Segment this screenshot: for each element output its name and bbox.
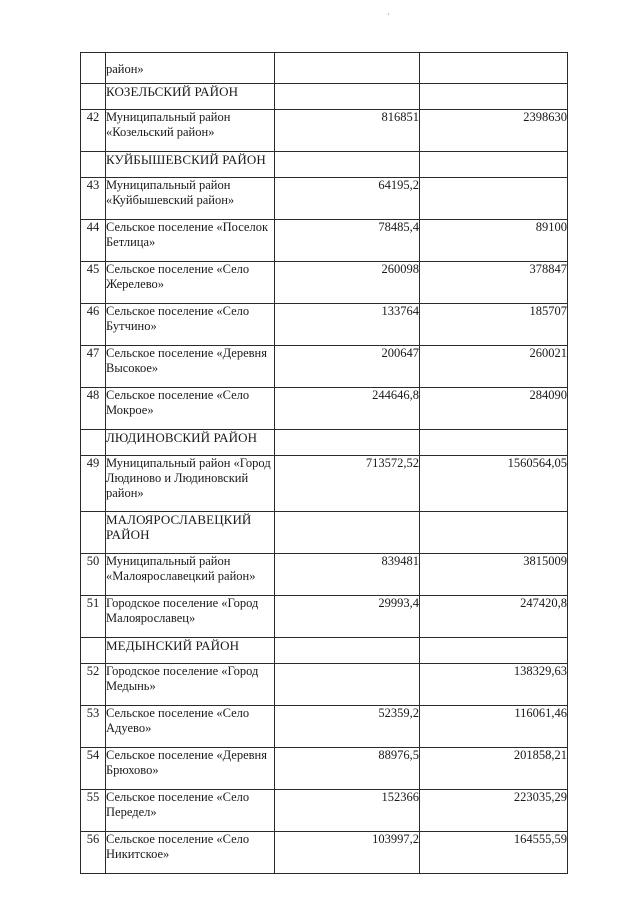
- value-2-cell: [420, 456, 568, 512]
- value-2-cell: [420, 832, 568, 874]
- name-cell: [106, 53, 275, 84]
- row-number-cell: [81, 790, 106, 832]
- budget-table: [80, 52, 568, 874]
- value-2: 3815009: [523, 554, 567, 568]
- value-1-cell: [275, 832, 420, 874]
- row-number: 47: [86, 346, 100, 360]
- value-1: 133764: [381, 304, 419, 318]
- row-name: Муниципальный район «Куйбышевский район»: [106, 178, 235, 207]
- section-cell: [106, 152, 275, 178]
- row-name: Сельское поселение «Село Никитское»: [106, 832, 250, 861]
- value-2-cell: [420, 304, 568, 346]
- value-2-cell: [420, 178, 568, 220]
- name-cell: [106, 554, 275, 596]
- table-row: [81, 262, 568, 304]
- empty-value-cell: [275, 430, 420, 456]
- section-title: КОЗЕЛЬСКИЙ РАЙОН: [106, 84, 239, 99]
- row-number: 56: [86, 832, 100, 846]
- row-number: 42: [86, 110, 100, 124]
- empty-number-cell: [81, 638, 106, 664]
- table-row: [81, 664, 568, 706]
- row-name: Сельское поселение «Село Передел»: [106, 790, 250, 819]
- name-cell: [106, 178, 275, 220]
- value-1-cell: [275, 790, 420, 832]
- row-name: Городское поселение «Город Медынь»: [106, 664, 259, 693]
- value-1-cell: [275, 346, 420, 388]
- value-2: 185707: [529, 304, 567, 318]
- value-1: 88976,5: [378, 748, 419, 762]
- table-row: [81, 304, 568, 346]
- section-cell: [106, 638, 275, 664]
- value-1-cell: [275, 262, 420, 304]
- value-2: 2398630: [523, 110, 567, 124]
- value-2-cell: [420, 220, 568, 262]
- name-cell: [106, 220, 275, 262]
- value-1: 64195,2: [378, 178, 419, 192]
- name-cell: [106, 304, 275, 346]
- value-2: 284090: [529, 388, 567, 402]
- table-row: [81, 220, 568, 262]
- row-number-cell: [81, 178, 106, 220]
- value-2: 260021: [529, 346, 567, 360]
- value-2-cell: [420, 596, 568, 638]
- row-number-cell: [81, 554, 106, 596]
- value-2: 138329,63: [513, 664, 567, 678]
- section-row: [81, 512, 568, 554]
- value-2-cell: [420, 388, 568, 430]
- table-row: [81, 596, 568, 638]
- value-2: 1560564,05: [507, 456, 567, 470]
- row-name: Городское поселение «Город Малоярославец»: [106, 596, 259, 625]
- table-row: [81, 790, 568, 832]
- value-2: 378847: [529, 262, 567, 276]
- empty-number-cell: [81, 152, 106, 178]
- value-2-cell: [420, 53, 568, 84]
- row-number-cell: [81, 388, 106, 430]
- name-cell: [106, 748, 275, 790]
- row-name: Муниципальный район «Город Людиново и Людиновский район»: [106, 456, 271, 500]
- row-number-cell: [81, 596, 106, 638]
- name-cell: [106, 596, 275, 638]
- value-1-cell: [275, 706, 420, 748]
- empty-value-cell: [420, 512, 568, 554]
- name-cell: [106, 832, 275, 874]
- empty-value-cell: [420, 152, 568, 178]
- value-2-cell: [420, 554, 568, 596]
- table-row: [81, 456, 568, 512]
- row-name: Сельское поселение «Село Жерелево»: [106, 262, 250, 291]
- section-row: [81, 84, 568, 110]
- section-cell: [106, 512, 275, 554]
- row-number: 55: [86, 790, 100, 804]
- section-cell: [106, 430, 275, 456]
- table-row: [81, 178, 568, 220]
- row-number: 50: [86, 554, 100, 568]
- name-cell: [106, 664, 275, 706]
- empty-value-cell: [275, 152, 420, 178]
- row-number-cell: [81, 706, 106, 748]
- value-1: 52359,2: [378, 706, 419, 720]
- name-cell: [106, 706, 275, 748]
- row-number-cell: [81, 110, 106, 152]
- row-name: Сельское поселение «Деревня Высокое»: [106, 346, 267, 375]
- value-1: 78485,4: [378, 220, 419, 234]
- empty-value-cell: [275, 84, 420, 110]
- empty-value-cell: [420, 638, 568, 664]
- name-cell: [106, 110, 275, 152]
- value-2: 116061,46: [514, 706, 567, 720]
- row-number: 52: [86, 664, 100, 678]
- table-row: [81, 706, 568, 748]
- name-cell: [106, 262, 275, 304]
- row-number: 48: [86, 388, 100, 402]
- name-cell: [106, 388, 275, 430]
- value-1-cell: [275, 388, 420, 430]
- row-number-cell: [81, 456, 106, 512]
- name-cell: [106, 346, 275, 388]
- value-2: 201858,21: [513, 748, 567, 762]
- empty-number-cell: [81, 84, 106, 110]
- empty-value-cell: [420, 84, 568, 110]
- section-cell: [106, 84, 275, 110]
- value-1-cell: [275, 220, 420, 262]
- value-1-cell: [275, 110, 420, 152]
- value-1: 152366: [381, 790, 419, 804]
- name-cell: [106, 456, 275, 512]
- table-row: [81, 110, 568, 152]
- row-name: Сельское поселение «Село Бутчино»: [106, 304, 250, 333]
- row-number-cell: [81, 53, 106, 84]
- value-1: 816851: [381, 110, 419, 124]
- page-mark: ·: [387, 10, 390, 19]
- value-2: 164555,59: [513, 832, 567, 846]
- value-1: 839481: [381, 554, 419, 568]
- value-2-cell: [420, 748, 568, 790]
- row-number-cell: [81, 220, 106, 262]
- value-2: 89100: [535, 220, 567, 234]
- value-1: 713572,52: [365, 456, 419, 470]
- row-number: 49: [86, 456, 100, 470]
- value-2-cell: [420, 664, 568, 706]
- row-name: Муниципальный район «Малоярославецкий район»: [106, 554, 256, 583]
- row-number-cell: [81, 346, 106, 388]
- value-1-cell: [275, 554, 420, 596]
- row-number: 45: [86, 262, 100, 276]
- value-1-cell: [275, 456, 420, 512]
- name-cell: [106, 790, 275, 832]
- section-row: [81, 152, 568, 178]
- table-row: [81, 748, 568, 790]
- empty-value-cell: [420, 430, 568, 456]
- section-row: [81, 430, 568, 456]
- section-title: КУЙБЫШЕВСКИЙ РАЙОН: [106, 152, 266, 167]
- row-number: 51: [86, 596, 100, 610]
- row-number-cell: [81, 748, 106, 790]
- value-1: 29993,4: [378, 596, 419, 610]
- value-1: 244646,8: [372, 388, 419, 402]
- value-2-cell: [420, 262, 568, 304]
- value-1: 200647: [381, 346, 419, 360]
- value-1-cell: [275, 53, 420, 84]
- row-number-cell: [81, 262, 106, 304]
- table-row: [81, 346, 568, 388]
- value-2-cell: [420, 346, 568, 388]
- section-row: [81, 638, 568, 664]
- value-1: 260098: [381, 262, 419, 276]
- row-number: 53: [86, 706, 100, 720]
- value-1-cell: [275, 178, 420, 220]
- table-row: [81, 388, 568, 430]
- table-row: [81, 832, 568, 874]
- row-name: Муниципальный район «Козельский район»: [106, 110, 231, 139]
- table-row: [81, 554, 568, 596]
- empty-number-cell: [81, 430, 106, 456]
- value-2-cell: [420, 706, 568, 748]
- value-2-cell: [420, 110, 568, 152]
- empty-value-cell: [275, 638, 420, 664]
- value-2: 223035,29: [513, 790, 567, 804]
- section-title: МЕДЫНСКИЙ РАЙОН: [106, 638, 240, 653]
- value-2: 247420,8: [520, 596, 567, 610]
- value-1: 103997,2: [372, 832, 419, 846]
- row-number-cell: [81, 304, 106, 346]
- row-name: Сельское поселение «Деревня Брюхово»: [106, 748, 267, 777]
- section-title: МАЛОЯРОСЛАВЕЦКИЙ РАЙОН: [106, 512, 252, 542]
- section-title: ЛЮДИНОВСКИЙ РАЙОН: [106, 430, 258, 445]
- table-row: [81, 53, 568, 84]
- value-1-cell: [275, 748, 420, 790]
- value-1-cell: [275, 596, 420, 638]
- row-number: 43: [86, 178, 100, 192]
- row-number-cell: [81, 832, 106, 874]
- row-name: район»: [106, 62, 144, 76]
- value-1-cell: [275, 664, 420, 706]
- empty-number-cell: [81, 512, 106, 554]
- empty-value-cell: [275, 512, 420, 554]
- row-name: Сельское поселение «Село Мокрое»: [106, 388, 250, 417]
- row-name: Сельское поселение «Поселок Бетлица»: [106, 220, 269, 249]
- row-number: 54: [86, 748, 100, 762]
- row-number: 46: [86, 304, 100, 318]
- row-name: Сельское поселение «Село Адуево»: [106, 706, 250, 735]
- row-number: 44: [86, 220, 100, 234]
- value-2-cell: [420, 790, 568, 832]
- row-number-cell: [81, 664, 106, 706]
- value-1-cell: [275, 304, 420, 346]
